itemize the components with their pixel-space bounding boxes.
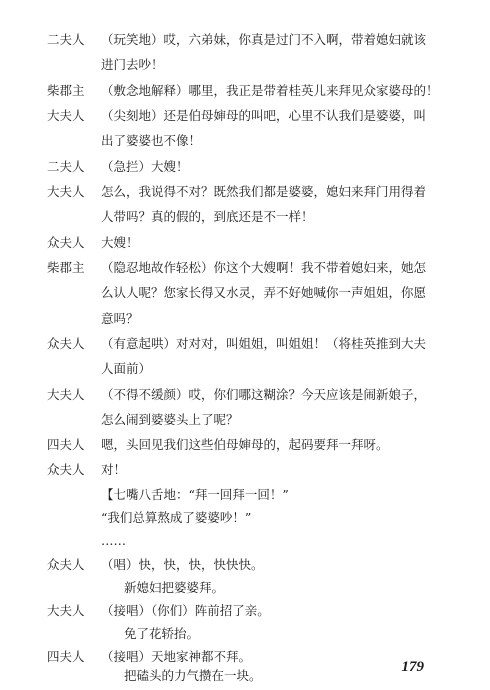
speaker-label: 四夫人 bbox=[47, 649, 85, 664]
speaker-label: 众夫人 bbox=[47, 336, 85, 351]
dialogue-line: 大嫂！ bbox=[101, 235, 139, 250]
speaker-label: 柴郡主 bbox=[47, 260, 85, 275]
ellipsis: …… bbox=[101, 533, 126, 548]
dialogue-line: 意吗？ bbox=[101, 311, 139, 326]
speaker-label: 大夫人 bbox=[47, 387, 85, 402]
speaker-label: 大夫人 bbox=[47, 184, 85, 199]
page-number: 179 bbox=[401, 659, 424, 675]
dialogue-line: （玩笑地）哎，六弟妹，你真是过门不入啊，带着媳妇就该 bbox=[101, 32, 427, 47]
speaker-label: 众夫人 bbox=[47, 462, 85, 477]
dialogue-line: （有意起哄）对对对，叫姐姐，叫姐姐！（将桂英推到大夫 bbox=[101, 336, 427, 351]
song-line: 免了花轿抬。 bbox=[124, 626, 200, 641]
dialogue-line: （隐忍地故作轻松）你这个大嫂啊！我不带着媳妇来，她怎 bbox=[101, 260, 427, 275]
dialogue-line: （尖刻地）还是伯母婶母的叫吧，心里不认我们是婆婆，叫 bbox=[101, 108, 427, 123]
song-line: （唱）快，快，快，快快快。 bbox=[101, 557, 264, 572]
song-line: （接唱）（你们）阵前招了亲。 bbox=[101, 603, 270, 618]
dialogue-line: （敷念地解释）哪里，我正是带着桂英儿来拜见众家婆母的！ bbox=[101, 83, 439, 98]
stage-direction: 【七嘴八舌地：“拜一回拜一回！” bbox=[101, 487, 289, 502]
dialogue-line: 人面前） bbox=[101, 361, 152, 376]
dialogue-line: 人带吗？真的假的，到底还是不一样！ bbox=[101, 209, 314, 224]
speaker-label: 大夫人 bbox=[47, 108, 85, 123]
song-line: 把磕头的力气攒在一块。 bbox=[124, 668, 262, 683]
song-line: （接唱）天地家神都不拜。 bbox=[101, 649, 252, 664]
speaker-label: 大夫人 bbox=[47, 603, 85, 618]
dialogue-line: 进门去吵！ bbox=[101, 57, 164, 72]
speaker-label: 柴郡主 bbox=[47, 83, 85, 98]
dialogue-line: （急拦）大嫂！ bbox=[101, 159, 189, 174]
song-line: 新媳妇把婆婆拜。 bbox=[124, 580, 225, 595]
dialogue-line: 么认人呢？您家长得又水灵，弄不好她喊你一声姐姐，你愿 bbox=[101, 285, 427, 300]
dialogue-line: （不得不缓颜）哎，你们哪这糊涂？今天应该是闹新娘子， bbox=[101, 387, 427, 402]
speaker-label: 二夫人 bbox=[47, 159, 85, 174]
stage-direction: “我们总算熬成了婆婆吵！” bbox=[101, 510, 252, 525]
speaker-label: 众夫人 bbox=[47, 557, 85, 572]
dialogue-line: 嗯，头回见我们这些伯母婶母的，起码要拜一拜呀。 bbox=[101, 437, 389, 452]
dialogue-line: 对！ bbox=[101, 462, 127, 477]
dialogue-line: 出了婆婆也不像！ bbox=[101, 133, 202, 148]
dialogue-line: 怎么，我说得不对？既然我们都是婆婆，媳妇来拜门用得着 bbox=[101, 184, 427, 199]
speaker-label: 众夫人 bbox=[47, 235, 85, 250]
speaker-label: 二夫人 bbox=[47, 32, 85, 47]
dialogue-line: 怎么闹到婆婆头上了呢？ bbox=[101, 412, 239, 427]
speaker-label: 四夫人 bbox=[47, 437, 85, 452]
